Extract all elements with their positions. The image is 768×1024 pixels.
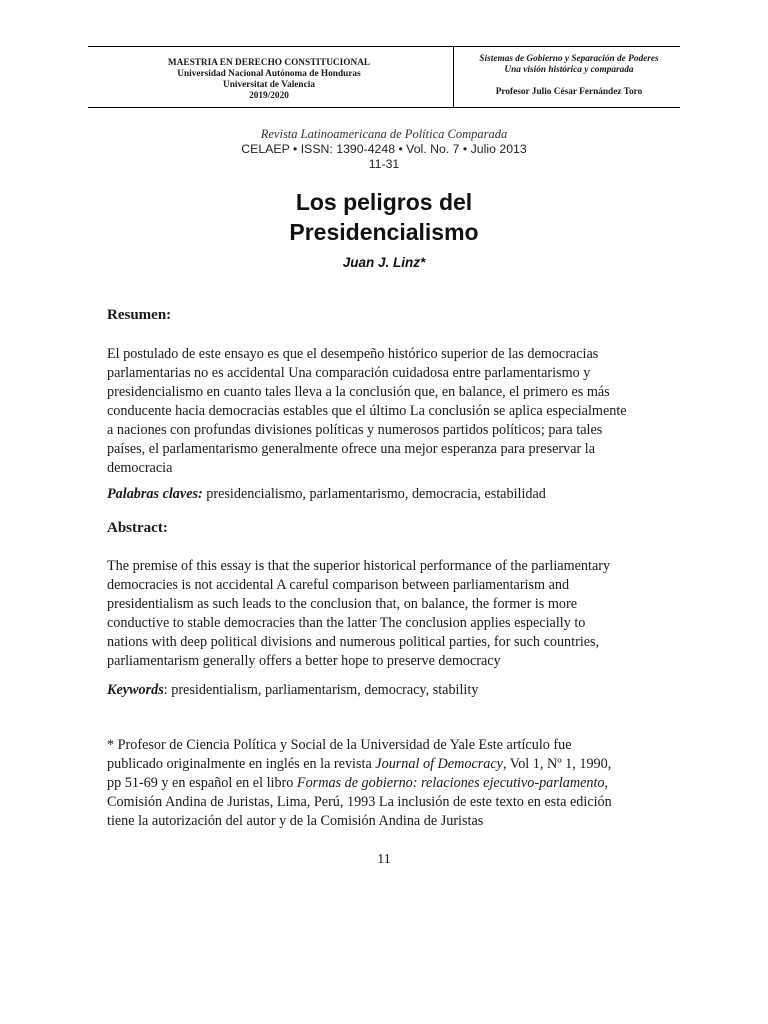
article-title bbox=[100, 187, 668, 247]
abstract-body bbox=[107, 557, 667, 671]
abstract-heading: Abstract: bbox=[107, 520, 168, 536]
header-program: MAESTRIA EN DERECHO CONSTITUCIONAL bbox=[167, 58, 371, 68]
abstract-keywords bbox=[107, 681, 667, 700]
footnote-line: * Profesor de Ciencia Política y Social de la Universidad de Yale Este artículo fue bbox=[107, 737, 572, 753]
resumen-line: presidencialismo en cuanto tales lleva a la conclusión que, en balance, el primero es más bbox=[107, 384, 610, 400]
footnote-text: publicado originalmente en inglés en la revista bbox=[107, 756, 376, 772]
header-left-block bbox=[98, 58, 440, 102]
keywords-label: Keywords bbox=[107, 682, 164, 698]
header-professor: Profesor Julio César Fernández Toro bbox=[495, 87, 643, 97]
footnote-text: , Vol 1, Nº 1, 1990, bbox=[502, 756, 612, 772]
abstract-line: nations with deep political divisions and numerous political parties, for such countries, bbox=[107, 634, 600, 650]
header-right-block bbox=[458, 54, 680, 98]
abstract-line: democracies is not accidental A careful comparison between parliamentarism and bbox=[107, 577, 570, 593]
header-bottom-rule bbox=[88, 107, 680, 108]
journal-of-democracy-ref: Journal of Democracy bbox=[375, 756, 503, 772]
header-top-rule bbox=[88, 46, 680, 47]
journal-pages: 11-31 bbox=[368, 157, 400, 171]
journal-citation bbox=[100, 127, 668, 172]
abstract-line: The premise of this essay is that the superior historical performance of the parliamentary bbox=[107, 558, 611, 574]
resumen-line: El postulado de este ensayo es que el desempeño histórico superior de las democracias bbox=[107, 346, 599, 362]
resumen-line: conducente hacia democracias estables que el último La conclusión se aplica especialmente bbox=[107, 403, 627, 419]
resumen-line: parlamentarias no es accidental Una comparación cuidadosa entre parlamentarismo y bbox=[107, 365, 591, 381]
palabras-claves-label: Palabras claves: bbox=[107, 486, 203, 502]
header-course-subtitle: Una visión histórica y comparada bbox=[504, 65, 634, 75]
header-university-2: Universitat de Valencia bbox=[223, 80, 315, 90]
footnote-line bbox=[107, 774, 667, 793]
journal-info: CELAEP • ISSN: 1390-4248 • Vol. No. 7 • Julio 2013 bbox=[241, 142, 527, 156]
header-year: 2019/2020 bbox=[249, 91, 289, 101]
resumen-line: a naciones con profundas divisiones políticas y numerosos partidos políticos; para tales bbox=[107, 422, 603, 438]
abstract-line: presidentialism as such leads to the conclusion that, on balance, the former is more bbox=[107, 596, 578, 612]
footnote-line bbox=[107, 755, 667, 774]
resumen-line: países, el parlamentarismo generalmente ofrece una mejor esperanza para preservar la bbox=[107, 441, 596, 457]
article-title-line-2: Presidencialismo bbox=[289, 219, 479, 245]
page-number: 11 bbox=[377, 852, 391, 867]
footnote-text: , bbox=[604, 775, 609, 791]
journal-name: Revista Latinoamericana de Política Comparada bbox=[260, 127, 508, 141]
resumen-keywords bbox=[107, 485, 667, 504]
resumen-line: democracia bbox=[107, 460, 173, 476]
header-university-1: Universidad Nacional Autónoma de Honduras bbox=[177, 69, 361, 79]
abstract-line: conductive to stable democracies than the latter The conclusion applies especially to bbox=[107, 615, 586, 631]
article-author: Juan J. Linz* bbox=[342, 255, 426, 270]
header-divider bbox=[453, 46, 454, 107]
footnote-line: tiene la autorización del autor y de la Comisión Andina de Juristas bbox=[107, 813, 484, 829]
keywords-text: : presidentialism, parliamentarism, democracy, stability bbox=[163, 682, 479, 698]
footnote-line: Comisión Andina de Juristas, Lima, Perú, 1993 La inclusión de este texto en esta edición bbox=[107, 794, 612, 810]
book-title-ref: Formas de gobierno: relaciones ejecutivo-parlamento bbox=[296, 775, 605, 791]
abstract-line: parliamentarism generally offers a better hope to preserve democracy bbox=[107, 653, 501, 669]
footnote-text: pp 51-69 y en español en el libro bbox=[107, 775, 297, 791]
author-footnote bbox=[107, 736, 667, 831]
article-title-line-1: Los peligros del bbox=[295, 189, 473, 215]
header-course-title: Sistemas de Gobierno y Separación de Poderes bbox=[479, 54, 659, 64]
resumen-heading: Resumen: bbox=[107, 307, 172, 323]
resumen-body bbox=[107, 345, 667, 478]
palabras-claves-text: presidencialismo, parlamentarismo, democracia, estabilidad bbox=[202, 486, 546, 502]
